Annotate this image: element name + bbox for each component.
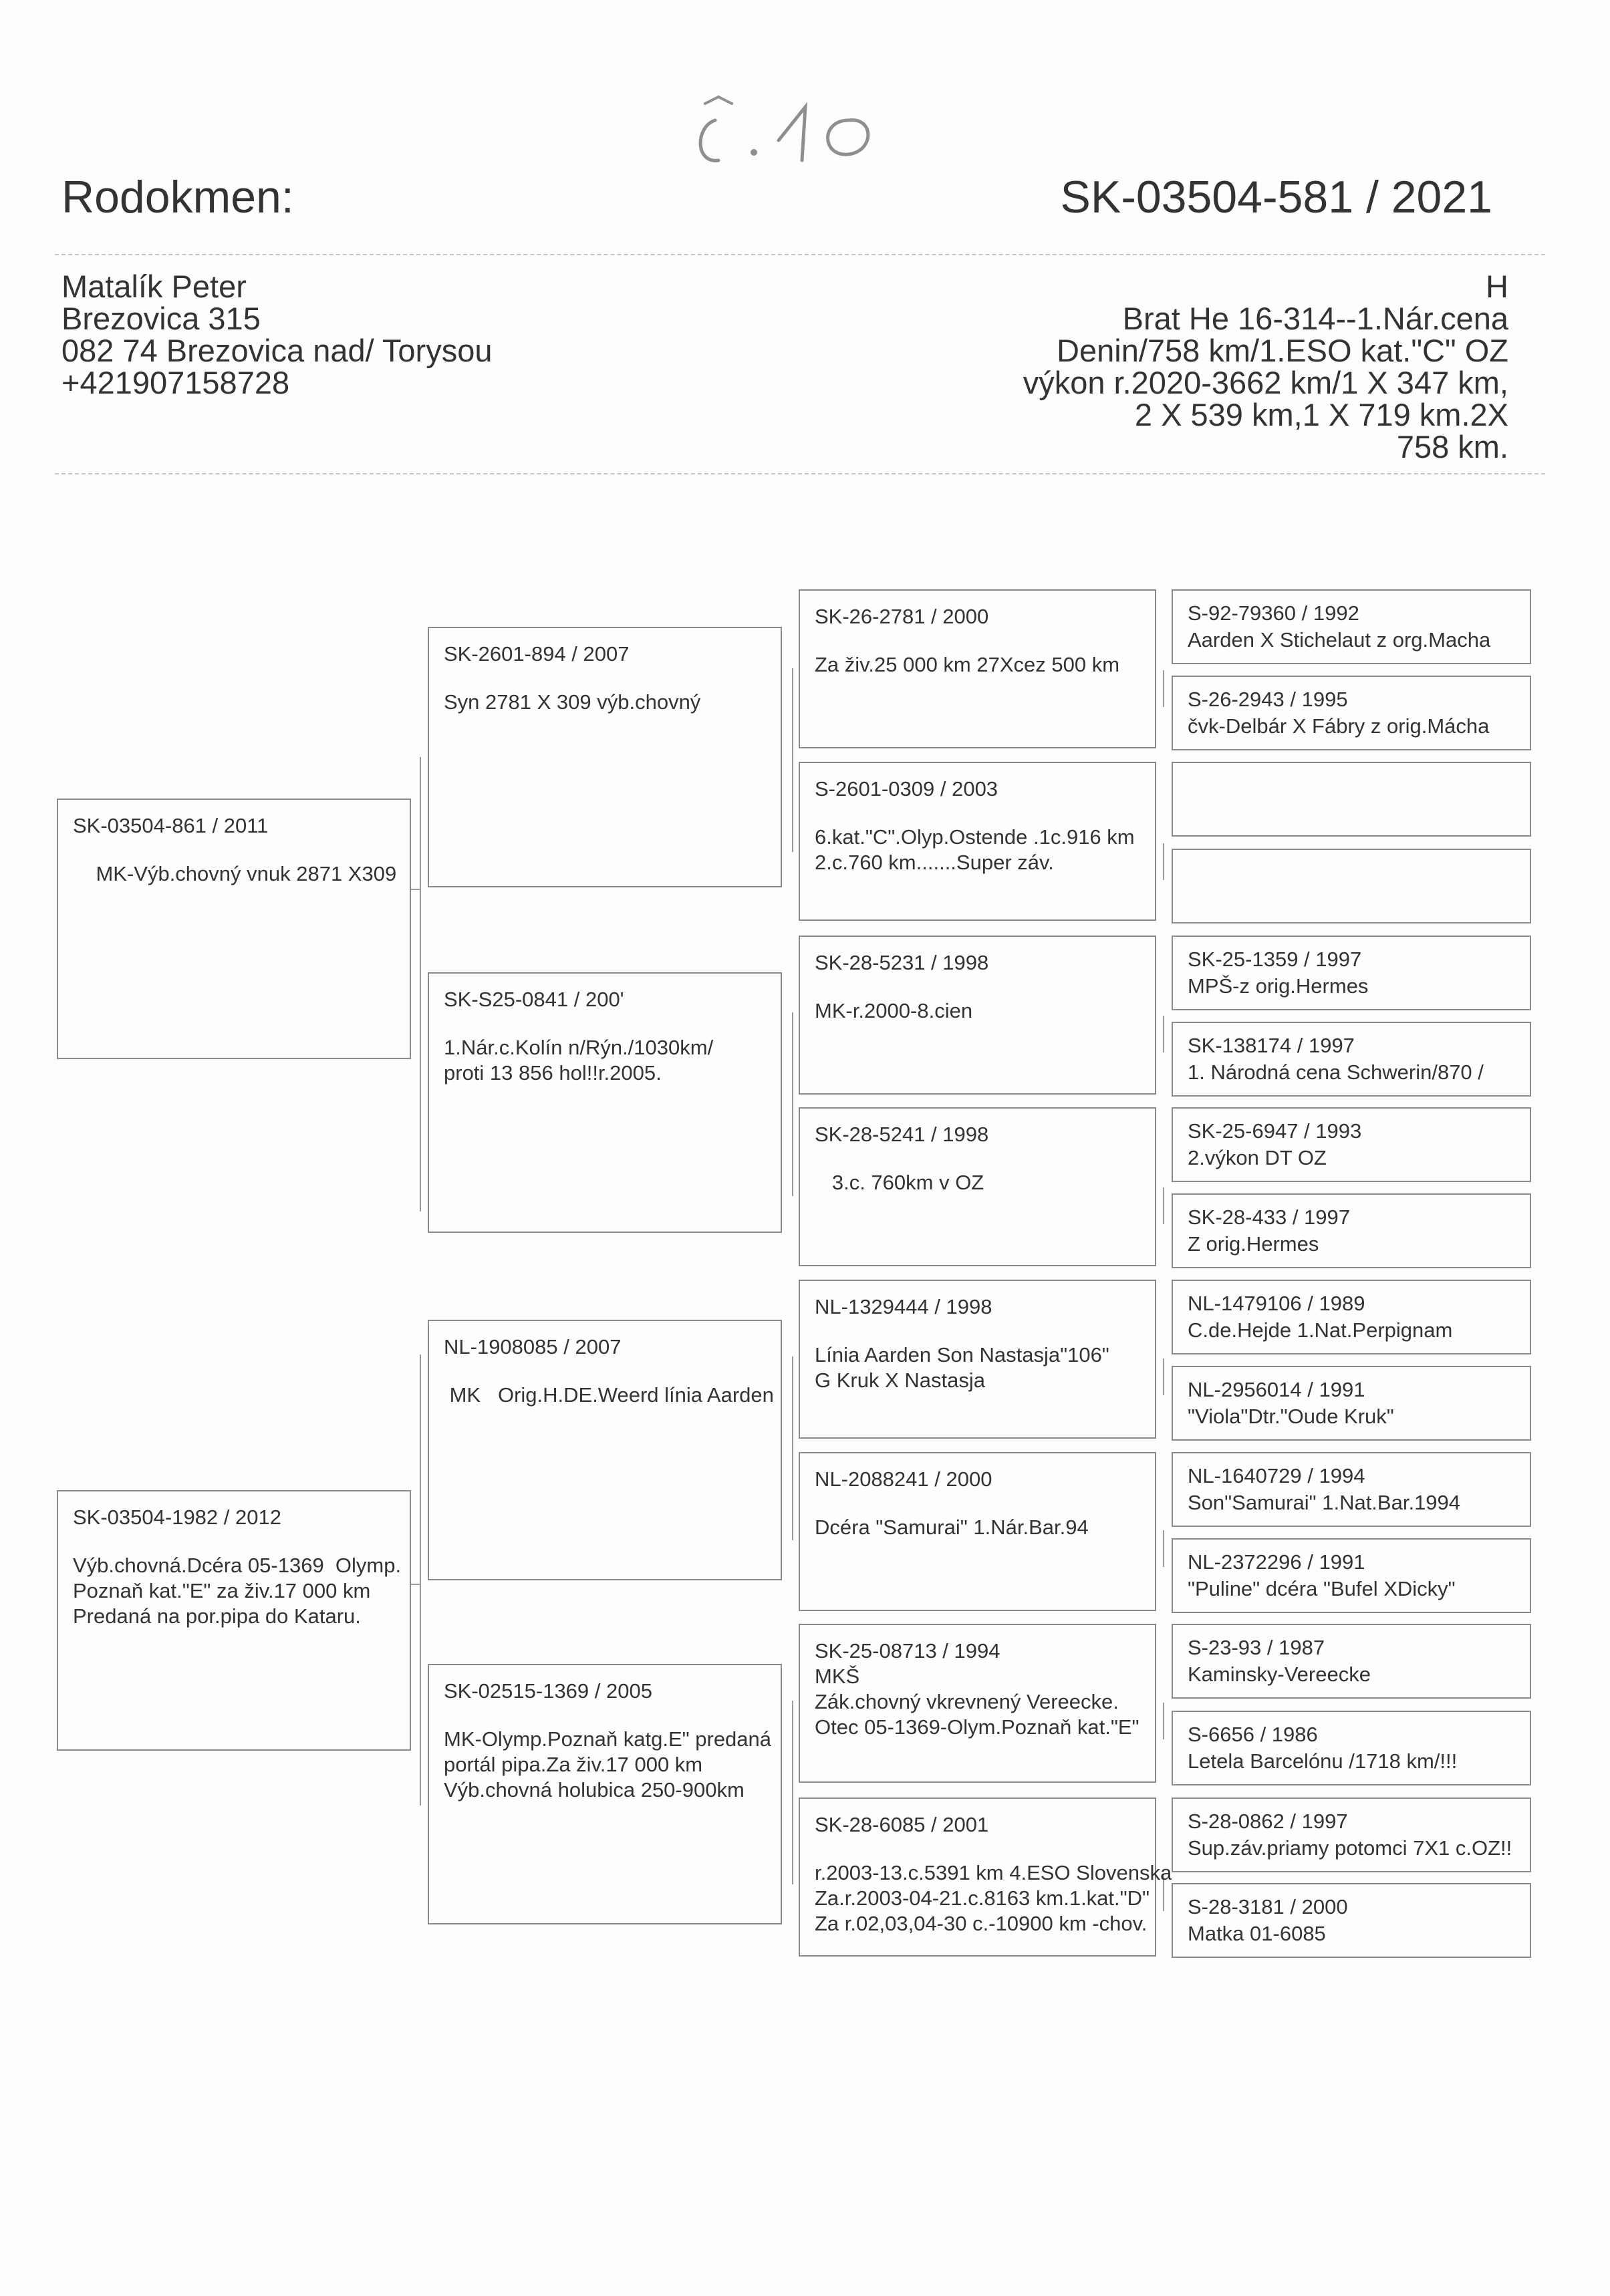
gen4-card-empty — [1172, 849, 1531, 923]
bird-info-line: 2 X 539 km,1 X 719 km.2X — [1134, 397, 1508, 432]
gen4-notes: Matka 01-6085 — [1188, 1922, 1326, 1945]
owner-phone: +421907158728 — [61, 365, 290, 400]
sire-ring: SK-03504-861 / 2011 — [73, 814, 269, 837]
gen4-card — [1172, 1366, 1531, 1441]
sire-dam-ring: SK-S25-0841 / 200' — [444, 988, 624, 1011]
gen4-card — [1172, 676, 1531, 750]
sire-sire-card — [428, 627, 782, 887]
gen4-notes: "Puline" dcéra "Bufel XDicky" — [1188, 1577, 1456, 1600]
connector — [1163, 1016, 1164, 1052]
gen4-ring: SK-25-6947 / 1993 — [1188, 1119, 1362, 1143]
gen4-card — [1172, 1883, 1531, 1958]
gen3-ring: NL-2088241 / 2000 — [815, 1467, 992, 1491]
gen3-card-dds — [799, 1624, 1156, 1783]
gen3-card-dss — [799, 1280, 1156, 1439]
gen4-card — [1172, 1538, 1531, 1613]
gen3-notes: MK-r.2000-8.cien — [815, 999, 973, 1022]
gen4-ring: SK-25-1359 / 1997 — [1188, 948, 1362, 971]
gen3-card-dsd — [799, 1452, 1156, 1611]
gen4-ring: S-92-79360 / 1992 — [1188, 601, 1359, 625]
gen4-card — [1172, 936, 1531, 1010]
bird-info-block — [1023, 271, 1508, 463]
gen4-ring: NL-1479106 / 1989 — [1188, 1292, 1365, 1315]
bird-info-line: 758 km. — [1396, 429, 1508, 464]
gen4-notes: Aarden X Stichelaut z org.Macha — [1188, 628, 1491, 652]
gen4-ring: NL-2956014 / 1991 — [1188, 1378, 1365, 1401]
dam-dam-ring: SK-02515-1369 / 2005 — [444, 1679, 652, 1703]
bird-sex: H — [1486, 269, 1508, 304]
gen4-notes: Z orig.Hermes — [1188, 1232, 1319, 1256]
connector — [1163, 670, 1164, 707]
gen3-notes: 3.c. 760km v OZ — [815, 1171, 984, 1194]
gen4-ring: SK-28-433 / 1997 — [1188, 1205, 1351, 1229]
dam-card — [57, 1490, 411, 1751]
owner-block — [61, 271, 492, 399]
connector — [1163, 843, 1164, 880]
gen4-notes: 2.výkon DT OZ — [1188, 1146, 1327, 1169]
gen3-card-sdd — [799, 1107, 1156, 1266]
owner-city: 082 74 Brezovica nad/ Torysou — [61, 333, 493, 368]
gen4-card — [1172, 589, 1531, 664]
dam-sire-notes: MK Orig.H.DE.Weerd línia Aarden — [444, 1383, 774, 1407]
gen4-notes: C.de.Hejde 1.Nat.Perpignam — [1188, 1318, 1453, 1342]
gen3-ring: NL-1329444 / 1998 — [815, 1295, 992, 1318]
bird-info-line: výkon r.2020-3662 km/1 X 347 km, — [1023, 365, 1508, 400]
gen3-ring: SK-25-08713 / 1994 — [815, 1639, 1000, 1663]
gen3-notes: MKŠ Zák.chovný vkrevnený Vereecke. Otec 05-1369-Olym.Poznaň kat."E" — [815, 1665, 1139, 1739]
header-divider — [55, 254, 1545, 255]
gen4-ring: NL-1640729 / 1994 — [1188, 1464, 1365, 1487]
gen4-notes: Sup.záv.priamy potomci 7X1 c.OZ!! — [1188, 1836, 1512, 1860]
connector — [1163, 1703, 1164, 1739]
gen4-ring: NL-2372296 / 1991 — [1188, 1550, 1365, 1574]
gen4-notes: Son"Samurai" 1.Nat.Bar.1994 — [1188, 1491, 1461, 1514]
gen3-card-sds — [799, 936, 1156, 1095]
gen4-card-empty — [1172, 762, 1531, 837]
sire-sire-ring: SK-2601-894 / 2007 — [444, 642, 630, 666]
gen4-notes: "Viola"Dtr."Oude Kruk" — [1188, 1405, 1394, 1428]
sire-dam-card — [428, 972, 782, 1233]
gen4-notes: Kaminsky-Vereecke — [1188, 1663, 1371, 1686]
connector — [410, 1584, 420, 1585]
gen3-card-ssd — [799, 762, 1156, 921]
connector — [792, 1701, 793, 1884]
sire-card — [57, 799, 411, 1059]
gen3-notes: r.2003-13.c.5391 km 4.ESO Slovenska Za.r.2003-04-21.c.8163 km.1.kat."D" Za r.02,03,04-30 c.-10900 km -chov. — [815, 1861, 1172, 1935]
sire-sire-notes: Syn 2781 X 309 výb.chovný — [444, 690, 701, 714]
gen3-notes: Línia Aarden Son Nastasja"106" G Kruk X Nastasja — [815, 1343, 1109, 1392]
handwritten-note — [668, 80, 909, 180]
gen4-ring: S-28-3181 / 2000 — [1188, 1895, 1348, 1918]
connector — [1163, 1187, 1164, 1224]
dam-ring: SK-03504-1982 / 2012 — [73, 1505, 281, 1529]
gen4-notes: Letela Barcelónu /1718 km/!!! — [1188, 1749, 1458, 1773]
gen4-card — [1172, 1798, 1531, 1872]
dam-sire-ring: NL-1908085 / 2007 — [444, 1335, 622, 1358]
connector — [410, 889, 420, 890]
gen3-notes: Dcéra "Samurai" 1.Nár.Bar.94 — [815, 1516, 1089, 1539]
owner-name: Matalík Peter — [61, 269, 247, 304]
gen4-card — [1172, 1022, 1531, 1097]
gen4-ring: SK-138174 / 1997 — [1188, 1034, 1355, 1057]
gen3-ring: SK-28-5241 / 1998 — [815, 1123, 989, 1146]
connector — [1163, 1358, 1164, 1395]
connector — [420, 1354, 421, 1806]
gen3-ring: SK-28-6085 / 2001 — [815, 1813, 989, 1836]
sire-dam-notes: 1.Nár.c.Kolín n/Rýn./1030km/ proti 13 856 hol!!r.2005. — [444, 1036, 714, 1085]
document-title: Rodokmen: — [61, 172, 294, 223]
bird-info-line: Brat He 16-314--1.Nár.cena — [1122, 301, 1508, 336]
dam-sire-card — [428, 1320, 782, 1580]
connector — [1163, 1530, 1164, 1567]
gen3-notes: Za živ.25 000 km 27Xcez 500 km — [815, 653, 1120, 676]
sire-notes: MK-Výb.chovný vnuk 2871 X309 — [73, 862, 397, 885]
dam-dam-notes: MK-Olymp.Poznaň katg.E" predaná portál pipa.Za živ.17 000 km Výb.chovná holubica 250-900km — [444, 1727, 772, 1802]
gen4-notes: MPŠ-z orig.Hermes — [1188, 974, 1369, 998]
connector — [792, 1356, 793, 1540]
gen3-ring: S-2601-0309 / 2003 — [815, 777, 998, 801]
dam-dam-card — [428, 1664, 782, 1924]
gen4-notes: čvk-Delbár X Fábry z orig.Mácha — [1188, 714, 1490, 738]
gen3-card-sss — [799, 589, 1156, 748]
gen3-notes: 6.kat."C".Olyp.Ostende .1c.916 km 2.c.760 km.......Super záv. — [815, 825, 1135, 874]
info-divider — [55, 473, 1545, 474]
dam-notes: Výb.chovná.Dcéra 05-1369 Olymp. Poznaň kat."E" za živ.17 000 km Predaná na por.pipa do Kataru. — [73, 1554, 402, 1628]
connector — [792, 668, 793, 852]
gen4-card — [1172, 1107, 1531, 1182]
gen4-card — [1172, 1280, 1531, 1354]
gen4-ring: S-26-2943 / 1995 — [1188, 688, 1348, 711]
connector — [420, 757, 421, 1211]
gen4-card — [1172, 1624, 1531, 1699]
gen4-card — [1172, 1193, 1531, 1268]
gen4-notes: 1. Národná cena Schwerin/870 / — [1188, 1060, 1484, 1084]
gen4-ring: S-28-0862 / 1997 — [1188, 1810, 1348, 1833]
gen4-ring: S-23-93 / 1987 — [1188, 1636, 1325, 1659]
gen3-ring: SK-28-5231 / 1998 — [815, 951, 989, 974]
gen3-ring: SK-26-2781 / 2000 — [815, 605, 989, 628]
ring-number-title: SK-03504-581 / 2021 — [1060, 172, 1492, 223]
bird-info-line: Denin/758 km/1.ESO kat."C" OZ — [1057, 333, 1508, 368]
gen4-ring: S-6656 / 1986 — [1188, 1723, 1318, 1746]
connector — [792, 1012, 793, 1196]
gen3-card-ddd — [799, 1798, 1172, 1957]
gen4-card — [1172, 1452, 1531, 1527]
owner-street: Brezovica 315 — [61, 301, 261, 336]
gen4-card — [1172, 1711, 1531, 1785]
